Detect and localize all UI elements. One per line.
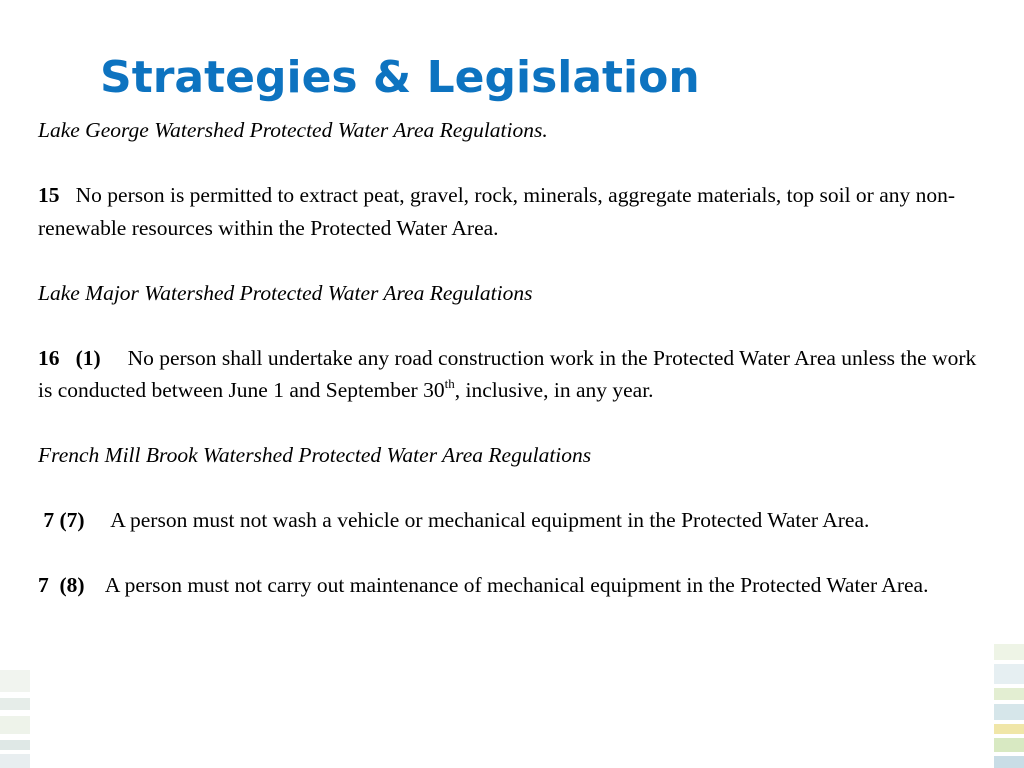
clause-number: 15: [38, 183, 60, 207]
clause-16-1: [38, 342, 988, 407]
clause-number: 7 (8): [38, 573, 85, 597]
clause-number: 16 (1): [38, 345, 101, 370]
clause-text: No person shall undertake any road construction work in the Protected Water Area unless the work is conducted between June 1 and September 30: [38, 345, 977, 402]
clause-7-8: [38, 569, 988, 602]
section-heading-french-mill-brook: French Mill Brook Watershed Protected Water Area Regulations: [38, 443, 592, 467]
clause-text-end: , inclusive, in any year.: [454, 378, 654, 402]
decorative-stripes-left: [0, 658, 30, 768]
slide-body: [38, 114, 988, 602]
slide-title: Strategies & Legislation: [100, 52, 700, 103]
decorative-stripes-right: [994, 638, 1024, 768]
clause-text: A person must not wash a vehicle or mechanical equipment in the Protected Water Area.: [110, 508, 870, 532]
clause-text: A person must not carry out maintenance of mechanical equipment in the Protected Water Area.: [104, 573, 929, 597]
clause-number: 7 (7): [43, 508, 85, 532]
clause-15: [38, 179, 988, 244]
section-heading-lake-major: Lake Major Watershed Protected Water Area Regulations: [38, 280, 533, 305]
section-heading-lake-george: Lake George Watershed Protected Water Area Regulations.: [38, 118, 548, 142]
clause-text: No person is permitted to extract peat, gravel, rock, minerals, aggregate materials, top soil or any non-renewable resources within the Protected Water Area.: [38, 183, 956, 240]
ordinal-suffix: th: [444, 376, 455, 391]
clause-7-7: [38, 504, 988, 537]
